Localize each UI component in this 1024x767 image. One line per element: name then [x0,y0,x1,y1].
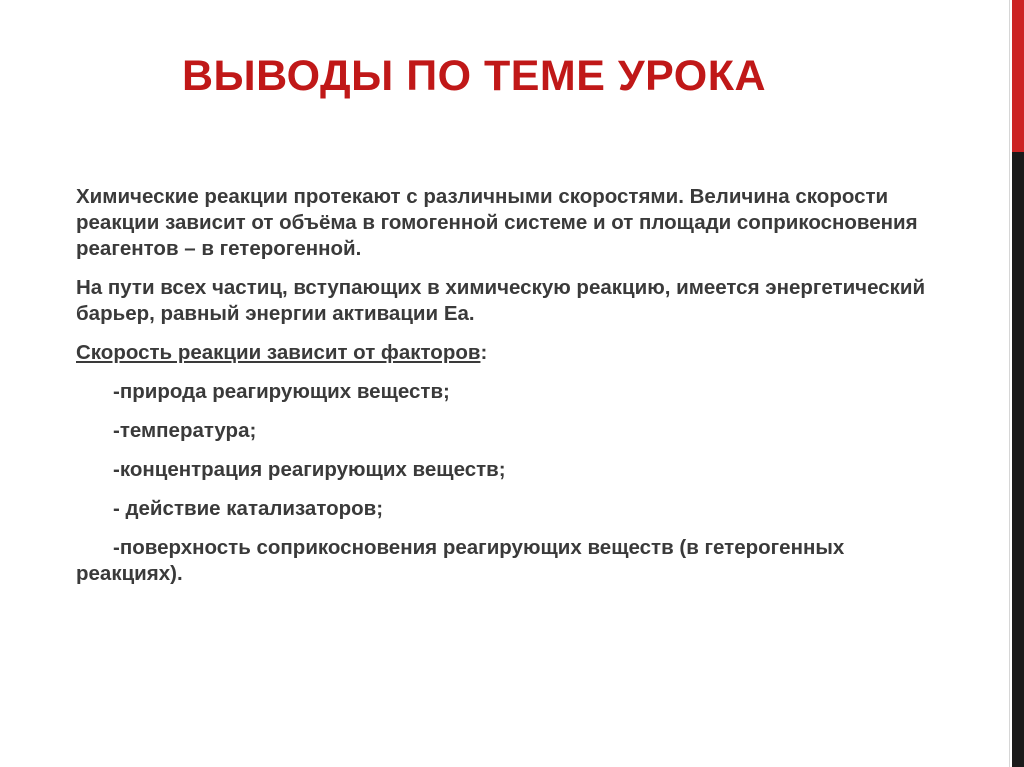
accent-bar [1012,0,1024,767]
slide-content [76,184,956,600]
paragraph-reaction-rates: Химические реакции протекают с различными скоростями. Величина скорости реакции зависит от объёма в гомогенной системе и от площади соприкосновения реагентов – в гетерогенной. [76,185,918,260]
slide-title: ВЫВОДЫ ПО ТЕМЕ УРОКА [182,52,766,100]
factor-item: -концентрация реагирующих веществ; [113,458,506,481]
accent-bar-dark [1012,152,1024,767]
factor-item: -поверхность соприкосновения реагирующих веществ (в гетерогенных реакциях). [76,536,845,585]
page-edge-line [1009,0,1010,767]
factor-item: - действие катализаторов; [113,497,384,520]
factor-item: -природа реагирующих веществ; [113,380,450,403]
factors-heading-text: Скорость реакции зависит от факторов [76,341,481,364]
factors-heading-colon: : [480,341,488,364]
paragraph-energy-barrier: На пути всех частиц, вступающих в химическую реакцию, имеется энергетический барьер, равный энергии активации Еа. [76,276,926,325]
factor-item: -температура; [113,419,257,442]
accent-bar-red [1012,0,1024,152]
factors-heading [76,340,956,366]
